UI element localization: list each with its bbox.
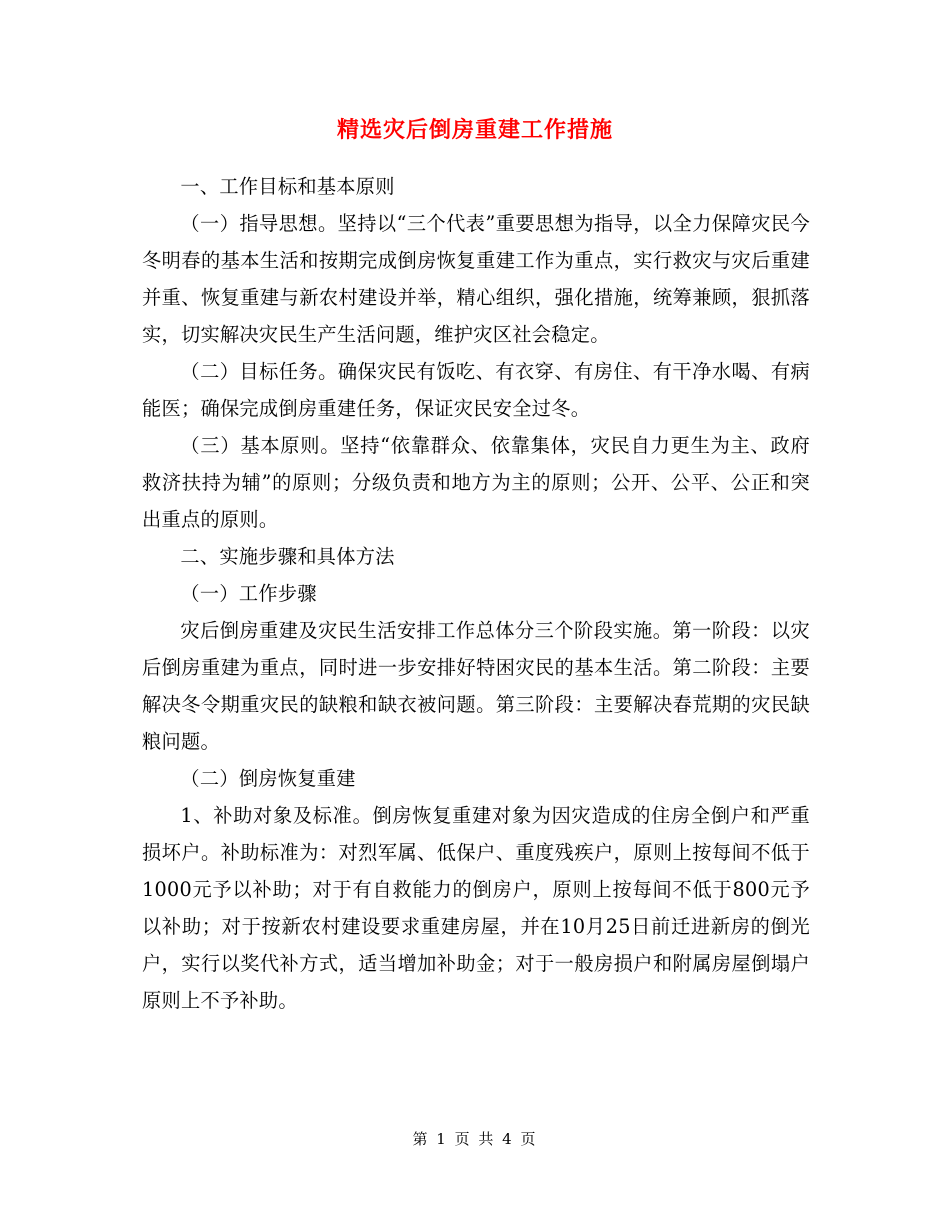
paragraph-work-steps: 灾后倒房重建及灾民生活安排工作总体分三个阶段实施。第一阶段：以灾后倒房重建为重点，同时进一步安排好特困灾民的基本生活。第二阶段：主要解决冬令期重灾民的缺粮和缺衣被问题。第三阶段：主要解决春荒期的灾民缺粮问题。 bbox=[142, 619, 810, 753]
section-heading-1: 一、工作目标和基本原则 bbox=[180, 175, 395, 198]
page-number-footer: 第 1 页 共 4 页 bbox=[412, 1130, 538, 1148]
paragraph-guiding-thought: （一）指导思想。坚持以“三个代表”重要思想为指导，以全力保障灾民今冬明春的基本生活和按期完成倒房恢复重建工作为重点，实行救灾与灾后重建并重、恢复重建与新农村建设并举，精心组织，强化措施，统筹兼顾，狠抓落实，切实解决灾民生产生活问题，维护灾区社会稳定。 bbox=[142, 212, 810, 346]
document-title: 精选灾后倒房重建工作措施 bbox=[336, 117, 613, 143]
subheading-house-rebuild: （二）倒房恢复重建 bbox=[180, 767, 356, 790]
section-heading-2: 二、实施步骤和具体方法 bbox=[180, 545, 395, 568]
document-body bbox=[142, 168, 810, 1019]
paragraph-basic-principles: （三）基本原则。坚持“依靠群众、依靠集体，灾民自力更生为主、政府救济扶持为辅”的原则；分级负责和地方为主的原则；公开、公平、公正和突出重点的原则。 bbox=[142, 434, 810, 531]
paragraph-target-task: （二）目标任务。确保灾民有饭吃、有衣穿、有房住、有干净水喝、有病能医；确保完成倒房重建任务，保证灾民安全过冬。 bbox=[142, 360, 810, 420]
subheading-work-steps: （一）工作步骤 bbox=[180, 582, 317, 605]
paragraph-subsidy-standard: 1、补助对象及标准。倒房恢复重建对象为因灾造成的住房全倒户和严重损坏户。补助标准为：对烈军属、低保户、重度残疾户，原则上按每间不低于1000元予以补助；对于有自救能力的倒房户，原则上按每间不低于800元予以补助；对于按新农村建设要求重建房屋，并在10月25日前迁进新房的倒光户，实行以奖代补方式，适当增加补助金；对于一般房损户和附属房屋倒塌户原则上不予补助。 bbox=[142, 804, 810, 1012]
